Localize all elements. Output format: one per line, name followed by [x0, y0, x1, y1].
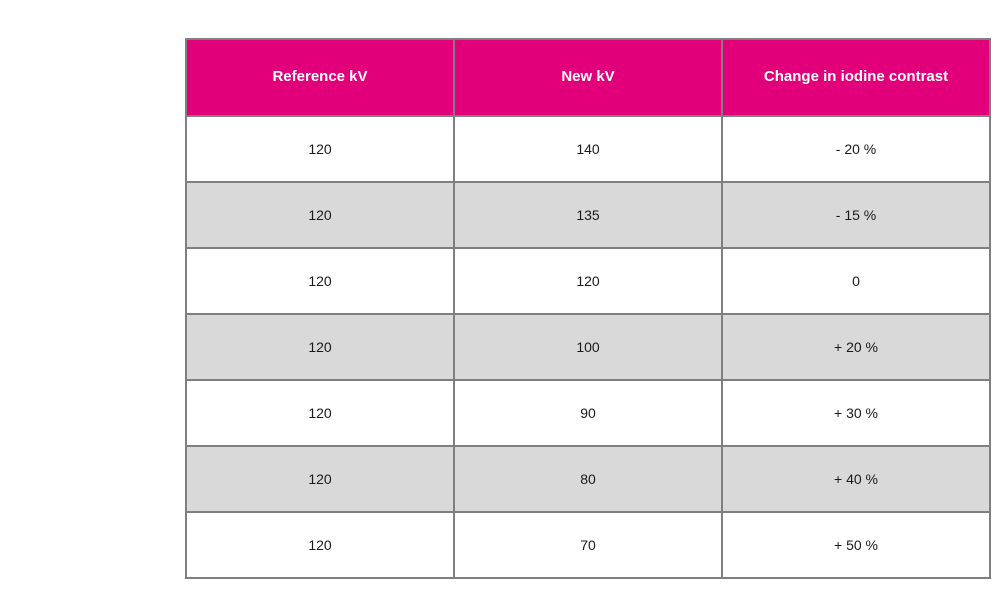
table-cell-reference-kv: 120	[186, 380, 454, 446]
table-cell-new-kv: 90	[454, 380, 722, 446]
column-header-reference-kv: Reference kV	[186, 39, 454, 116]
table-cell-reference-kv: 120	[186, 182, 454, 248]
table-row	[186, 116, 990, 182]
table-cell-new-kv: 70	[454, 512, 722, 578]
kv-contrast-table	[185, 38, 991, 579]
header-row	[186, 39, 990, 116]
table-row	[186, 512, 990, 578]
table-cell-change: + 30 %	[722, 380, 990, 446]
table-body	[186, 116, 990, 578]
table-cell-reference-kv: 120	[186, 314, 454, 380]
table-cell-change: + 40 %	[722, 446, 990, 512]
table-cell-new-kv: 120	[454, 248, 722, 314]
table-cell-change: - 15 %	[722, 182, 990, 248]
table-cell-change: - 20 %	[722, 116, 990, 182]
column-header-new-kv: New kV	[454, 39, 722, 116]
table-header	[186, 39, 990, 116]
table-cell-reference-kv: 120	[186, 116, 454, 182]
table-cell-change: 0	[722, 248, 990, 314]
table-cell-change: + 20 %	[722, 314, 990, 380]
table-cell-new-kv: 100	[454, 314, 722, 380]
table-row	[186, 248, 990, 314]
table-row	[186, 380, 990, 446]
table-row	[186, 314, 990, 380]
table-cell-reference-kv: 120	[186, 446, 454, 512]
table-cell-reference-kv: 120	[186, 248, 454, 314]
table-row	[186, 446, 990, 512]
table-cell-change: + 50 %	[722, 512, 990, 578]
table-cell-new-kv: 140	[454, 116, 722, 182]
table-row	[186, 182, 990, 248]
table-cell-new-kv: 135	[454, 182, 722, 248]
column-header-change-iodine-contrast: Change in iodine contrast	[722, 39, 990, 116]
table-cell-new-kv: 80	[454, 446, 722, 512]
table-cell-reference-kv: 120	[186, 512, 454, 578]
